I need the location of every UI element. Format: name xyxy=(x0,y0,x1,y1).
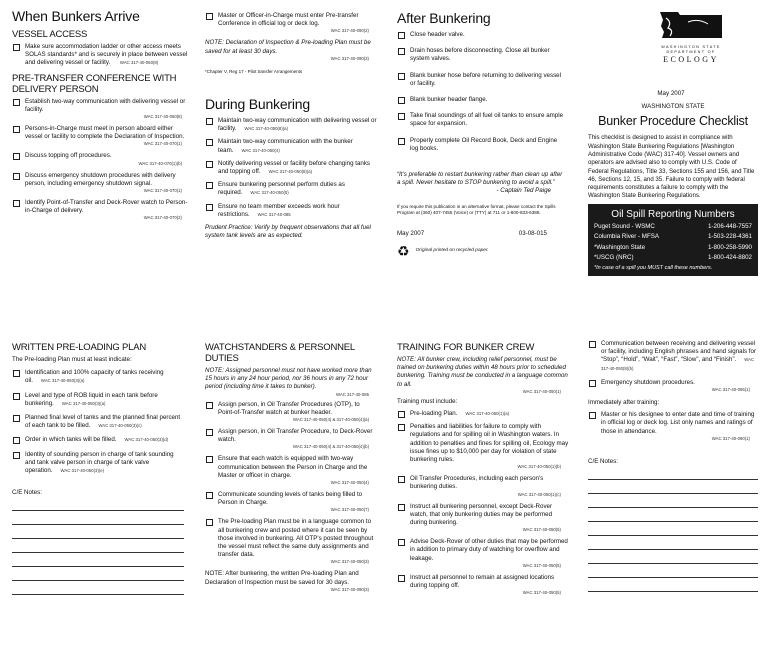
checklist-item[interactable]: Blank bunker hose before returning to delivering vessel or facility. xyxy=(397,72,567,88)
note-save-plan: NOTE: After bunkering, the written Pre-loading Plan and Declaration of Inspection must be saved for 30 days. xyxy=(205,570,359,586)
ce-notes-label: C/E Notes: xyxy=(588,457,618,465)
checklist-item[interactable]: Ensure that each watch is equipped with two-way communication between the Person in Charge and the Master or officer in charge. WAC 317-40-050(4) xyxy=(205,455,377,486)
checklist-item[interactable]: Establish two-way communication with delivering vessel or facility. WAC 317-40-050(8) xyxy=(12,98,190,120)
checkbox[interactable] xyxy=(398,48,405,55)
publication-date: May 2007 xyxy=(397,230,425,238)
checklist-item[interactable]: Identify Point-of-Transfer and Deck-Rover watch to Person-in-Charge of delivery. WAC 317-40-070(2) xyxy=(12,199,190,221)
checkbox[interactable] xyxy=(398,575,405,582)
heading-vessel-access: VESSEL ACCESS xyxy=(12,29,88,40)
oil-spill-row: Puget Sound - WSMC 1-206-448-7557 xyxy=(594,222,752,230)
oil-spill-row: *USCG (NRC) 1-800-424-8802 xyxy=(594,254,752,262)
document-title: Bunker Procedure Checklist xyxy=(598,114,748,129)
footnote-solas: *Chapter V, Reg 17 - Pilot transfer Arrangements xyxy=(205,68,303,74)
checkbox[interactable] xyxy=(13,393,20,400)
note-line[interactable] xyxy=(12,525,184,539)
checklist-item[interactable]: Communicate sounding levels of tanks being filled to Person in Charge. WAC 317-40-050(7) xyxy=(205,491,377,513)
checklist-item[interactable]: The Pre-loading Plan must be in a language common to all bunkering crew and posted where it can be seen by those involved in bunkering. All OTP's posted throughout the vessel must reflect the same duty assignments and transfer data. WAC 317-40-050(3) xyxy=(205,518,377,565)
checklist-item[interactable]: Master or his designee to enter date and time of training in official log or deck log. List only names and ratings of those in attendance. WAC 317-40-090(1) xyxy=(588,411,758,442)
checkbox[interactable] xyxy=(398,476,405,483)
checkbox[interactable] xyxy=(13,437,20,444)
checklist-item[interactable]: Identity of sounding person in charge of tank sounding and tank valve person in charge of tank valve operation. WAC 317-40-050(3)(e) xyxy=(12,451,184,476)
checkbox[interactable] xyxy=(13,153,20,160)
cover-state: WASHINGTON STATE xyxy=(641,103,705,111)
note-line[interactable] xyxy=(588,508,758,522)
checkbox[interactable] xyxy=(206,182,213,189)
checklist-item[interactable]: Blank bunker header flange. xyxy=(397,96,567,104)
section-title-during-bunkering: During Bunkering xyxy=(205,96,310,113)
ce-notes-lines[interactable] xyxy=(588,466,758,592)
column-training: TRAINING FOR BUNKER CREW NOTE: All bunker crew, including relief personnel, must be trained on bunkering duties within 48 hours prior to scheduled bunkering. Training must be conducted in a language common to all. WAC 317-40-050(1) Training must include: Pre-loading Plan. WAC 317-40-050(1)(a) Penalties and liabilities for failure to comply with regulations and for spilling oil in Washington waters. In addition to penalties and fines for spilling oil, Ecology may issue fines up to $10,000 per day for violation of state bunkering rules. WAC 317-40-050(1)(b) Oil Transfer Procedures, including each person's bunkering duties. WAC 317-40-050(1)(c) Instruct all bunkering personnel, except Deck-Rover watch, that only bunkering duties may be performed during bunkering. WAC 317-40-050(5) Advise Deck-Rover of other duties that may be performed in addition to primary duty of watching for overflow and leakage. WAC 317-40-050(5) Instruct all personnel to remain at assigned locations during topping off. WAC 317-40-050(5) xyxy=(397,342,569,596)
checkbox[interactable] xyxy=(398,138,405,145)
checkbox[interactable] xyxy=(13,99,20,106)
recycle-icon: ♻ xyxy=(397,243,410,260)
after-training-sub: Immediately after training: xyxy=(588,399,660,407)
prudent-practice: Prudent Practice: Verify by frequent observations that all fuel system tank levels are as expected. xyxy=(205,224,371,240)
pre-transfer-list xyxy=(12,98,190,222)
column-during-bunkering xyxy=(205,12,377,240)
checkbox[interactable] xyxy=(589,380,596,387)
checkbox[interactable] xyxy=(398,73,405,80)
pre-loading-list xyxy=(12,369,184,475)
training-list xyxy=(397,410,569,596)
note-training: NOTE: All bunker crew, including relief personnel, must be trained on bunkering duties within 48 hours prior to scheduled bunkering. Training must be conducted in a language common to all. xyxy=(397,356,568,388)
alternative-format-notice: If you require this publication in an alternative format, please contact the Spills Program at (360) 407-7455 (Voice) or (TTY) at 711 or 1-800-833-6388. xyxy=(397,203,556,215)
heading-written-pre-loading-plan: WRITTEN PRE-LOADING PLAN xyxy=(12,342,147,353)
cover-date: May 2007 xyxy=(657,90,685,97)
checklist-item[interactable]: Penalties and liabilities for failure to comply with regulations and for spilling oil in Washington waters. In addition to penalties and fines for spilling oil, Ecology may issue fines up to $10,000 per day for violation of state bunkering rules. WAC 317-40-050(1)(b) xyxy=(397,423,569,470)
note-line[interactable] xyxy=(12,567,184,581)
checklist-item[interactable]: Instruct all personnel to remain at assigned locations during topping off. WAC 317-40-050(5) xyxy=(397,574,569,596)
heading-pre-transfer-conference: PRE-TRANSFER CONFERENCE WITH DELIVERY PERSON xyxy=(12,72,177,95)
checkbox[interactable] xyxy=(206,204,213,211)
checklist-item[interactable]: Drain hoses before disconnecting. Close all bunker system valves. xyxy=(397,47,567,63)
checklist-item[interactable]: Ensure no team member exceeds work hour restrictions. WAC 317-40-085 xyxy=(205,203,377,219)
oil-spill-reporting-box xyxy=(588,204,758,276)
publication-number: 03-08-015 xyxy=(518,230,547,238)
cover-intro: This checklist is designed to assist in compliance with Washington State Bunkering Regulations [Washington Administrative Code (WAC) 317-40]. Vessel owners and operators are advised also to comply with U.S. Code of Federal Regulations, Title 33, Sections 155 and 156, and Title 46, Sections 12, 15, and 35. Failure to comply with federal requirements constitutes a failure to comply with the Washington State Bunkering Regulations. xyxy=(588,134,755,200)
note-ref: WAC 317-40-090(3) xyxy=(330,55,369,61)
oil-spill-row: Columbia River - MFSA 1-503-228-4361 xyxy=(594,233,752,241)
checklist-item[interactable]: Discuss topping off procedures. WAC 317-40-070(1)(b) xyxy=(12,152,190,166)
ecology-logo: WASHINGTON STATE DEPARTMENT OF ECOLOGY xyxy=(658,10,724,60)
checkbox[interactable] xyxy=(13,452,20,459)
checkbox[interactable] xyxy=(589,412,596,419)
checklist-item[interactable]: Instruct all bunkering personnel, except Deck-Rover watch, that only bunkering duties may be performed during bunkering. WAC 317-40-050(5) xyxy=(397,503,569,534)
checklist-item[interactable]: Take final soundings of all fuel oil tanks to ensure ample space for expansion. xyxy=(397,112,567,128)
vessel-access-list xyxy=(12,43,190,68)
during-bunkering-list xyxy=(205,117,377,219)
note-line[interactable] xyxy=(588,480,758,494)
checklist-item[interactable]: Ensure bunkering personnel perform duties as required. WAC 317-40-050(5) xyxy=(205,181,377,197)
note-line[interactable] xyxy=(12,497,184,511)
checklist-item[interactable]: Identification and 100% capacity of tanks receiving oil. WAC 317-40-050(3)(a) xyxy=(12,369,184,385)
oil-spill-footer: *In case of a spill you MUST call these numbers. xyxy=(594,264,713,271)
publication-info xyxy=(397,230,567,238)
checkbox[interactable] xyxy=(13,415,20,422)
note-line[interactable] xyxy=(588,466,758,480)
column-training-continued xyxy=(588,340,758,592)
quote-author: - Captain Ted Paige xyxy=(496,187,551,195)
checkbox[interactable] xyxy=(206,13,213,20)
checklist-item[interactable]: Make sure accommodation ladder or other access meets SOLAS standards* and is securely in place between vessel and delivering vessel or facility. WAC 317-40-050(8) xyxy=(12,43,190,68)
checkbox[interactable] xyxy=(13,173,20,180)
checklist-item[interactable]: Properly complete Oil Record Book, Deck and Engine log books. xyxy=(397,137,567,153)
checklist-item[interactable]: Maintain two-way communication with the bunker team. WAC 317-40-050(4) xyxy=(205,138,377,154)
checkbox[interactable] xyxy=(13,126,20,133)
section-title-after-bunkering: After Bunkering xyxy=(397,10,491,26)
checkbox[interactable] xyxy=(398,97,405,104)
checkbox[interactable] xyxy=(206,139,213,146)
checklist-item[interactable]: Planned final level of tanks and the planned final percent of each tank to be filled. WAC 317-40-050(3)(c) xyxy=(12,414,184,430)
checkbox[interactable] xyxy=(13,44,20,51)
note-line[interactable] xyxy=(588,536,758,550)
washington-state-map-icon xyxy=(658,10,724,40)
checkbox[interactable] xyxy=(206,118,213,125)
pre-loading-sub: The Pre-loading Plan must at least indicate: xyxy=(12,356,132,363)
oil-spill-row: *Washington State 1-800-258-5990 xyxy=(594,243,752,251)
checklist-item[interactable]: Close header valve. xyxy=(397,31,567,39)
checkbox[interactable] xyxy=(206,492,213,499)
checkbox[interactable] xyxy=(13,370,20,377)
note-line[interactable] xyxy=(588,522,758,536)
training-sub: Training must include: xyxy=(397,397,458,405)
note-save-declaration: NOTE: Declaration of Inspection & Pre-loading Plan must be saved for at least 30 days. xyxy=(205,39,371,55)
checkbox[interactable] xyxy=(13,200,20,207)
checkbox[interactable] xyxy=(398,424,405,431)
checklist-item[interactable]: Master or Officer-in-Charge must enter Pre-transfer Conference in official log or deck log. WAC 317-40-090(2) xyxy=(205,12,377,34)
checklist-item[interactable]: Assign person, in Oil Transfer Procedure, to Deck-Rover watch. WAC 317-40-050(4) & 317-40-050(4)(b) xyxy=(205,428,377,450)
checklist-item[interactable]: Oil Transfer Procedures, including each person's bunkering duties. WAC 317-40-050(1)(c) xyxy=(397,475,569,497)
watchstanders-list xyxy=(205,401,377,566)
note-line[interactable] xyxy=(12,581,184,595)
quote: “It’s preferable to restart bunkering rather than clean up after a spill. Never hesitate to STOP bunkering to avoid a spill.” xyxy=(397,171,563,187)
checkbox[interactable] xyxy=(206,456,213,463)
note-line[interactable] xyxy=(588,550,758,564)
ce-notes-lines[interactable] xyxy=(12,497,184,595)
checklist-item[interactable]: Advise Deck-Rover of other duties that may be performed in addition to primary duty of watching for overflow and leakage. WAC 317-40-050(5) xyxy=(397,538,569,569)
checklist-item[interactable]: Level and type of ROB liquid in each tank before bunkering. WAC 317-40-050(3)(a) xyxy=(12,392,184,408)
checkbox[interactable] xyxy=(398,32,405,39)
note-line[interactable] xyxy=(12,539,184,553)
checkbox[interactable] xyxy=(398,504,405,511)
column-after-bunkering xyxy=(397,10,567,258)
checkbox[interactable] xyxy=(206,519,213,526)
checklist-item[interactable]: Communication between receiving and delivering vessel or facility, including English phrases and hand signals for “Stop”, “Hold”, “Wait”, “Fast”, “Slow”, and “Finish”. WAC 317-40-050(8)(b) xyxy=(588,340,758,373)
column-watchstanders: WATCHSTANDERS & PERSONNEL DUTIES NOTE: Assigned personnel must not have worked more than 15 hours in any 24 hour period, nor 36 hours in any 72 hour period (including time it takes to bunker). WAC 317-40-085 Assign person, in Oil Transfer Procedures (OTP), to Point-of-Transfer watch at bunker header. WAC 317-40-050(4) & 317-40-050(4)(a) Assign person, in Oil Transfer Procedure, to Deck-Rover watch. WAC 317-40-050(4) & 317-40-050(4)(b) Ensure that each watch is equipped with two-way communication between the Person in Charge and the Master or officer in charge. WAC 317-40-050(4) Communicate sounding levels of tanks being filled to Person in Charge. WAC 317-40-050(7) The Pre-loading Plan must be in a language common to all bunkering crew and posted where it can be seen by those involved in bunkering. All OTP's posted throughout the vessel must reflect the same duty assignments and transfer data. WAC 317-40-050(3) NOTE: After bunkering, the written Pre-loading Plan and Declaration of Inspection must be saved for 30 days. WAC 317-40-090(3) xyxy=(205,342,377,593)
heading-watchstanders: WATCHSTANDERS & PERSONNEL DUTIES xyxy=(205,342,355,364)
checklist-item[interactable]: Order in which tanks will be filled. WAC 317-40-050(3)(d) xyxy=(12,436,184,444)
checkbox[interactable] xyxy=(206,402,213,409)
checklist-item[interactable]: Maintain two-way communication with delivering vessel or facility. WAC 317-40-050(8)(a) xyxy=(205,117,377,133)
column-pre-loading-plan xyxy=(12,342,184,595)
checkbox[interactable] xyxy=(398,411,405,418)
column-cover xyxy=(588,10,758,276)
checklist-item[interactable]: Assign person, in Oil Transfer Procedures (OTP), to Point-of-Transfer watch at bunker header. WAC 317-40-050(4) & 317-40-050(4)(a) xyxy=(205,401,377,423)
checkbox[interactable] xyxy=(398,539,405,546)
checklist-item[interactable]: Pre-loading Plan. WAC 317-40-050(1)(a) xyxy=(397,410,569,418)
heading-training: TRAINING FOR BUNKER CREW xyxy=(397,342,535,353)
after-bunkering-list xyxy=(397,31,567,153)
checklist-item[interactable]: Discuss emergency shutdown procedures with delivery person, including emergency shutdown signal. WAC 317-40-070(1) xyxy=(12,172,190,194)
checkbox[interactable] xyxy=(206,161,213,168)
oil-spill-title: Oil Spill Reporting Numbers xyxy=(611,208,735,220)
ce-notes-label: C/E Notes: xyxy=(12,489,42,497)
note-line[interactable] xyxy=(12,553,184,567)
checklist-item[interactable]: Notify delivering vessel or facility before changing tanks and topping off. WAC 317-40-050(8)(a) xyxy=(205,160,377,176)
checkbox[interactable] xyxy=(589,341,596,348)
note-work-hours: NOTE: Assigned personnel must not have worked more than 15 hours in any 24 hour period, nor 36 hours in any 72 hour period (including time it takes to bunker). xyxy=(205,367,372,391)
checkbox[interactable] xyxy=(398,113,405,120)
checklist-item[interactable]: Persons-in-Charge must meet in person aboard either vessel or facility to complete the Declaration of Inspection. WAC 317-40-070(1) xyxy=(12,125,190,147)
checkbox[interactable] xyxy=(206,429,213,436)
recycled-notice: ♻ Original printed on recycled paper. xyxy=(397,243,489,260)
note-line[interactable] xyxy=(12,511,184,525)
note-line[interactable] xyxy=(588,578,758,592)
section-title-when-bunkers-arrive: When Bunkers Arrive xyxy=(12,8,140,24)
note-line[interactable] xyxy=(588,494,758,508)
note-line[interactable] xyxy=(588,564,758,578)
checklist-item[interactable]: Emergency shutdown procedures. WAC 317-40-065(1) xyxy=(588,379,758,393)
column-when-bunkers-arrive xyxy=(12,8,190,226)
